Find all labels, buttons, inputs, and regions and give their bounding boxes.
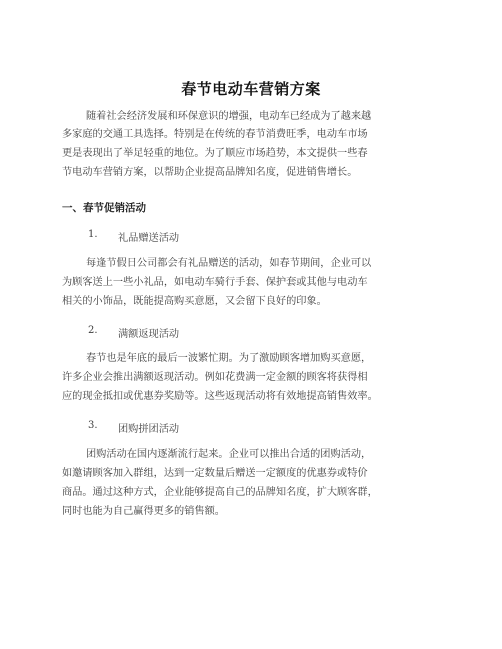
item-body-line: 春节也是年底的最后一波繁忙期。为了激励顾客增加购买意愿， <box>86 353 372 364</box>
item-body-line: 如邀请顾客加入群组，达到一定数量后赠送一定额度的优惠券或特价 <box>62 468 368 479</box>
item-body-line: 商品。通过这种方式，企业能够提高自己的品牌知名度，扩大顾客群， <box>62 487 378 498</box>
item-number: 3. <box>88 420 98 431</box>
item-body-line: 同时也能为自己赢得更多的销售额。 <box>62 506 225 517</box>
item-title: 团购拼团活动 <box>118 424 180 435</box>
item-body-line: 应的现金抵扣或优惠券奖励等。这些返现活动将有效地提高销售效率。 <box>62 391 378 402</box>
item-body-line: 相关的小饰品，既能提高购买意愿，又会留下良好的印象。 <box>62 296 327 307</box>
item-title: 满额返现活动 <box>118 329 180 340</box>
item-body-line: 为顾客送上一些小礼品，如电动车骑行手套、保护套或其他与电动车 <box>62 277 368 288</box>
item-body-line: 团购活动在国内逐渐流行起来。企业可以推出合适的团购活动， <box>86 449 372 460</box>
item-number: 2. <box>88 325 98 336</box>
item-body-line: 每逢节假日公司都会有礼品赠送的活动，如春节期间，企业可以 <box>86 258 372 269</box>
intro-line: 节电动车营销方案，以帮助企业提高品牌知名度，促进销售增长。 <box>62 167 358 178</box>
intro-line: 多家庭的交通工具选择。特别是在传统的春节消费旺季，电动车市场 <box>62 129 368 140</box>
section-heading: 一、春节促销活动 <box>62 202 146 214</box>
intro-line: 更是表现出了举足轻重的地位。为了顺应市场趋势，本文提供一些春 <box>62 148 368 159</box>
item-number: 1. <box>88 229 98 240</box>
item-title: 礼品赠送活动 <box>118 233 180 244</box>
intro-line: 随着社会经济发展和环保意识的增强，电动车已经成为了越来越 <box>86 111 372 122</box>
item-body-line: 许多企业会推出满额返现活动。例如花费满一定金额的顾客将获得相 <box>62 372 368 383</box>
document-title: 春节电动车营销方案 <box>181 80 321 98</box>
